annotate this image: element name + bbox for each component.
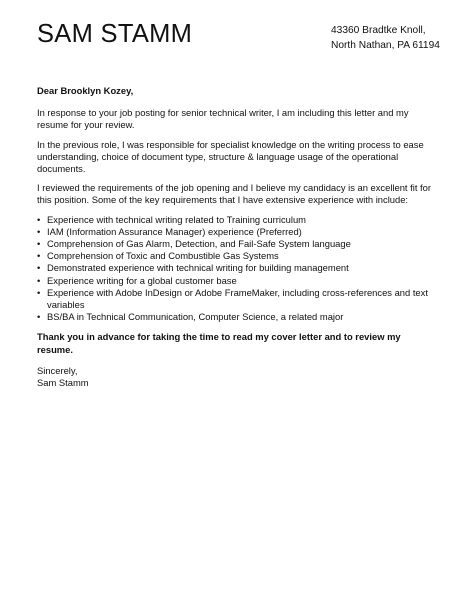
list-item: • Demonstrated experience with technical writing for building management — [37, 262, 349, 274]
applicant-name: SAM STAMM — [37, 20, 193, 48]
bullet-icon: • — [37, 274, 41, 286]
bullet-icon: • — [37, 238, 41, 250]
thank-you-note: Thank you in advance for taking the time to read my cover letter and to review my resume. — [37, 331, 401, 355]
signature-name: Sam Stamm — [37, 377, 89, 389]
list-item: • Experience with Adobe InDesign or Adobe FrameMaker, including cross-references and text variables — [37, 286, 428, 311]
address-line-1: 43360 Bradtke Knoll, — [331, 25, 426, 36]
list-item: • Comprehension of Gas Alarm, Detection, and Fail-Safe System language — [37, 238, 351, 250]
applicant-address — [331, 23, 440, 53]
salutation: Dear Brooklyn Kozey, — [37, 85, 134, 96]
letter-body — [37, 85, 439, 389]
bullet-icon: • — [37, 311, 41, 323]
requirements-list — [37, 214, 439, 324]
list-item: • Comprehension of Toxic and Combustible Gas Systems — [37, 250, 279, 262]
bullet-icon: • — [37, 250, 41, 262]
list-item: • IAM (Information Assurance Manager) experience (Preferred) — [37, 225, 302, 237]
paragraph-intro: In response to your job posting for senior technical writer, I am including this letter and my resume for your review. — [37, 107, 409, 131]
bullet-icon: • — [37, 262, 41, 274]
bullet-icon: • — [37, 286, 41, 298]
closing-phrase: Sincerely, — [37, 364, 78, 376]
paragraph-previous-role: In the previous role, I was responsible for specialist knowledge on the writing process to ease understanding, choice of document type, structure & language usage of the operational documents. — [37, 138, 424, 175]
paragraph-requirements-intro: I reviewed the requirements of the job opening and I believe my candidacy is an excellent fit for this position. Some of the key requirements that I have extensive experience with include: — [37, 182, 431, 206]
address-line-2: North Nathan, PA 61194 — [331, 40, 440, 51]
bullet-icon: • — [37, 225, 41, 237]
closing-block — [37, 365, 439, 389]
list-item: • BS/BA in Technical Communication, Computer Science, a related major — [37, 311, 344, 323]
bullet-icon: • — [37, 213, 41, 225]
list-item: • Experience with technical writing related to Training curriculum — [37, 213, 306, 225]
list-item: • Experience writing for a global customer base — [37, 274, 237, 286]
